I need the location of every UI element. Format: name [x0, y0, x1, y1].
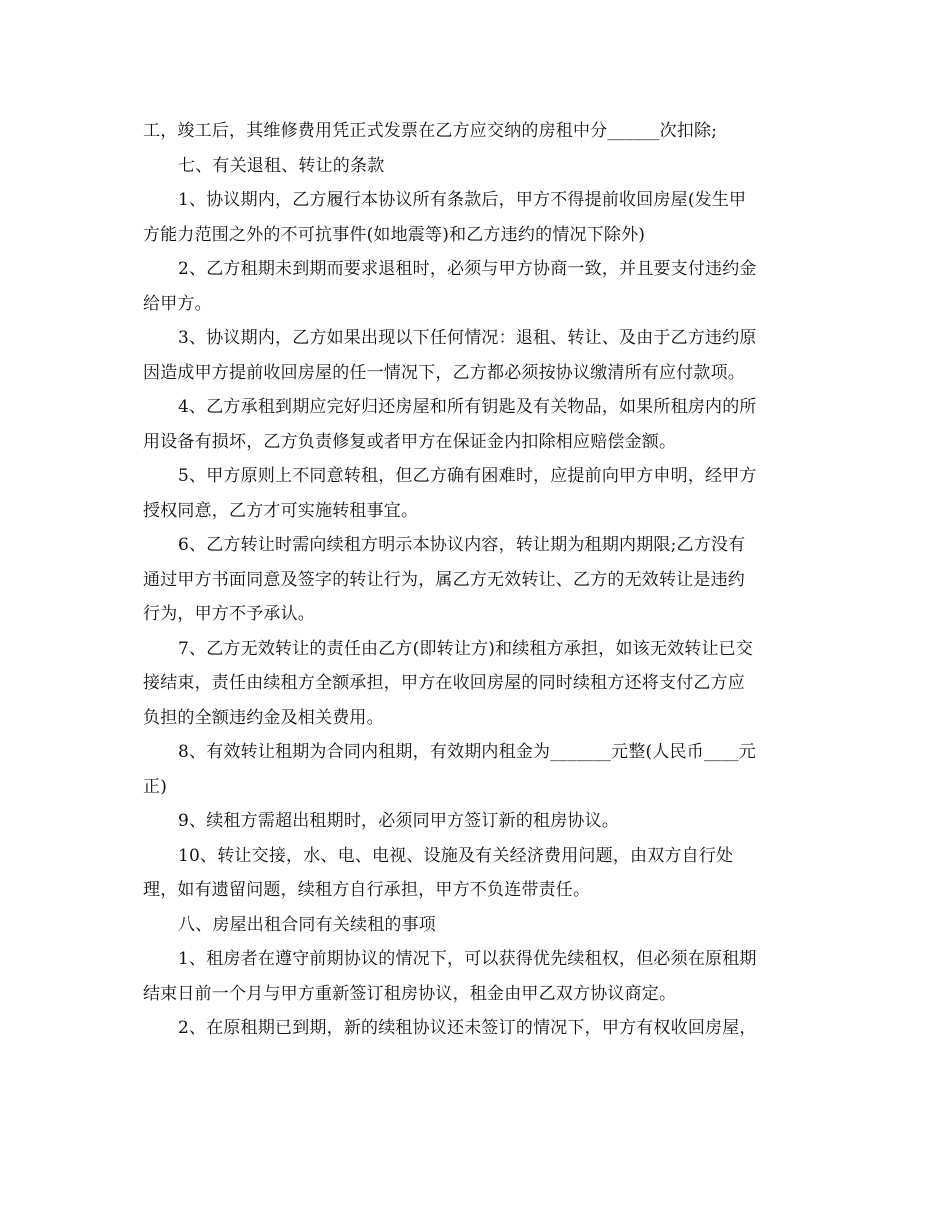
text-line: 4、乙方承租到期应完好归还房屋和所有钥匙及有关物品，如果所租房内的所 — [178, 397, 757, 417]
text-line: 5、甲方原则上不同意转租，但乙方确有困难时，应提前向甲方申明，经甲方 — [178, 466, 757, 486]
text-line: 给甲方。 — [143, 293, 212, 314]
text-line: 接结束，责任由续租方全额承担，甲方在收回房屋的同时续租方还将支付乙方应 — [143, 673, 745, 693]
text-line: 授权同意，乙方才可实施转租事宜。 — [143, 500, 419, 521]
text-line: 2、乙方租期未到期而要求退租时，必须与甲方协商一致，并且要支付违约金 — [178, 259, 757, 279]
text-line: 行为，甲方不予承认。 — [143, 604, 315, 624]
text-line: 8、有效转让租期为合同内租期，有效期内租金为_______元整(人民币____元 — [178, 742, 756, 762]
text-line: 6、乙方转让时需向续租方明示本协议内容，转让期为租期内期限;乙方没有 — [178, 535, 746, 555]
text-line: 正) — [143, 776, 168, 797]
text-line: 3、协议期内，乙方如果出现以下任何情况：退租、转让、及由于乙方违约原 — [178, 328, 757, 348]
text-line: 9、续租方需超出租期时，必须同甲方签订新的租房协议。 — [178, 811, 620, 831]
text-line: 方能力范围之外的不可抗事件(如地震等)和乙方违约的情况下除外) — [143, 224, 646, 245]
text-line: 工，竣工后，其维修费用凭正式发票在乙方应交纳的房租中分______次扣除; — [143, 121, 718, 141]
text-line: 1、协议期内，乙方履行本协议所有条款后，甲方不得提前收回房屋(发生甲 — [178, 190, 747, 210]
text-line: 理，如有遗留问题，续租方自行承担，甲方不负连带责任。 — [143, 880, 591, 900]
text-line: 2、在原租期已到期，新的续租协议还未签订的情况下，甲方有权收回房屋， — [178, 1018, 757, 1038]
text-line: 通过甲方书面同意及签字的转让行为，属乙方无效转让、乙方的无效转让是违约 — [143, 569, 745, 590]
text-line: 用设备有损坏，乙方负责修复或者甲方在保证金内扣除相应赔偿金额。 — [143, 431, 677, 452]
text-line: 10、转让交接，水、电、电视、设施及有关经济费用问题，由双方自行处 — [178, 845, 734, 866]
text-line: 7、乙方无效转让的责任由乙方(即转让方)和续租方承担，如该无效转让已交 — [178, 638, 754, 659]
document-body — [143, 114, 805, 1046]
section-heading: 八、房屋出租合同有关续租的事项 — [178, 914, 436, 935]
text-line: 结束日前一个月与甲方重新签订租房协议，租金由甲乙双方协议商定。 — [143, 983, 677, 1004]
text-line: 因造成甲方提前收回房屋的任一情况下，乙方都必须按协议缴清所有应付款项。 — [143, 362, 745, 383]
text-line: 负担的全额违约金及相关费用。 — [143, 707, 384, 728]
text-line: 1、租房者在遵守前期协议的情况下，可以获得优先续租权，但必须在原租期 — [178, 949, 757, 969]
section-heading: 七、有关退租、转让的条款 — [178, 155, 385, 176]
